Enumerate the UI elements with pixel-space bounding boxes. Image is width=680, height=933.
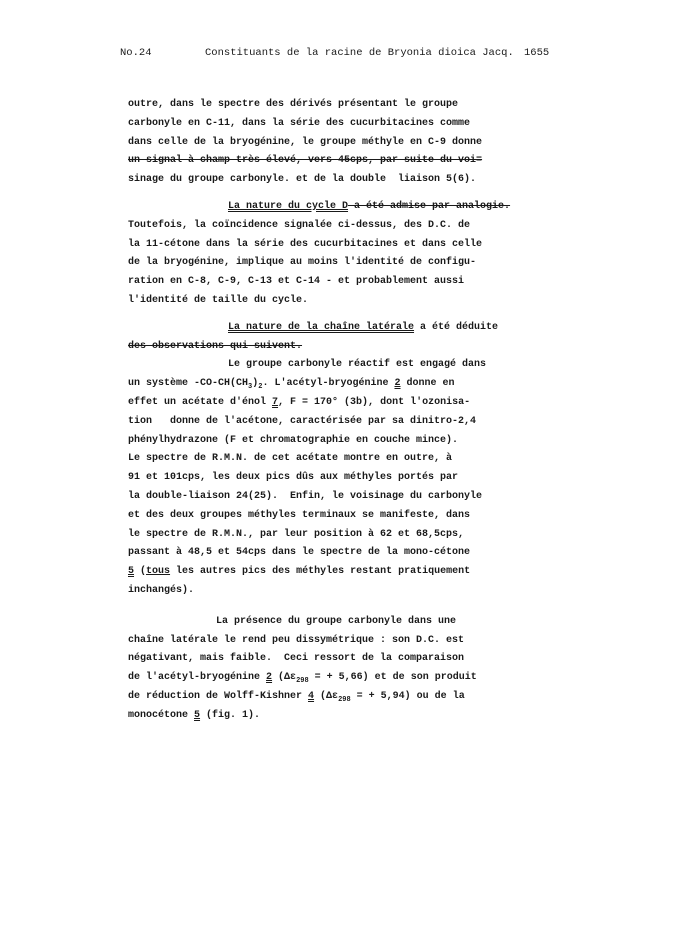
section-heading-cycle-d: La nature du cycle D <box>228 200 349 212</box>
text-line: effet un acétate d'énol 7, F = 170° (3b), dont l'ozonisa- <box>128 396 471 408</box>
text-line: sinage du groupe carbonyle. et de la double liaison 5(6). <box>128 174 477 186</box>
text-line: l'identité de taille du cycle. <box>128 294 309 306</box>
section-heading-line: La nature de la chaîne latérale a été déduite <box>228 321 499 333</box>
text-line: chaîne latérale le rend peu dissymétrique : son D.C. est <box>128 634 465 646</box>
compound-ref: 2 <box>394 378 401 390</box>
text-line: phénylhydrazone (F et chromatographie en couche mince). <box>128 434 459 446</box>
text-line: dans celle de la bryogénine, le groupe méthyle en C-9 donne <box>128 136 483 148</box>
text-line: de l'acétyl-bryogénine 2 ($\Delta\varepsilon_{298}$ = + 5,66) et de son produit <box>128 672 477 686</box>
text-line: tion donne de l'acétone, caractérisée par sa dinitro-2,4 <box>128 415 477 427</box>
text-line: carbonyle en C-11, dans la série des cucurbitacines comme <box>128 117 471 129</box>
text-line: inchangés). <box>128 584 195 596</box>
text-line: monocétone 5 (fig. 1). <box>128 709 261 721</box>
text-line: un signal à champ très élevé, vers 45cps, par suite du voi= <box>128 155 483 167</box>
text-line: de la bryogénine, implique au moins l'identité de configu- <box>128 257 477 269</box>
section-heading-line: La nature du cycle D a été admise par analogie. <box>228 200 511 212</box>
text-line: un système $-CO-CH(CH_3)_2$. L'acétyl-bryogénine 2 donne en <box>128 378 455 392</box>
text-line: négativant, mais faible. Ceci ressort de la comparaison <box>128 653 465 665</box>
text-line: le spectre de R.M.N., par leur position à 62 et 68,5cps, <box>128 528 465 540</box>
compound-ref: 5 <box>194 709 201 721</box>
compound-ref: 2 <box>266 672 273 684</box>
text-line: Le groupe carbonyle réactif est engagé dans <box>228 359 487 371</box>
text-line: Toutefois, la coïncidence signalée ci-dessus, des D.C. de <box>128 219 471 231</box>
body-text <box>128 96 568 726</box>
section-heading-side-chain: La nature de la chaîne latérale <box>228 321 415 333</box>
text-line: 91 et 101cps, les deux pics dûs aux méthyles portés par <box>128 472 459 484</box>
page-number: 1655 <box>524 47 550 59</box>
text-line: ration en C-8, C-9, C-13 et C-14 - et probablement aussi <box>128 276 465 288</box>
journal-issue: No.24 <box>120 47 152 59</box>
text-line: passant à 48,5 et 54cps dans le spectre de la mono-cétone <box>128 547 471 559</box>
text-line: de réduction de Wolff-Kishner 4 ($\Delta\varepsilon_{298}$ = + 5,94) ou de la <box>128 690 465 704</box>
text-line: la 11-cétone dans la série des cucurbitacines et dans celle <box>128 238 483 250</box>
text-line: la double-liaison 24(25). Enfin, le voisinage du carbonyle <box>128 490 483 502</box>
text-line: outre, dans le spectre des dérivés présentant le groupe <box>128 99 459 110</box>
text-line: des observations qui suivent. <box>128 340 303 352</box>
text-line: et des deux groupes méthyles terminaux se manifeste, dans <box>128 509 471 521</box>
compound-ref: 4 <box>308 690 315 702</box>
text-line: 5 (tous les autres pics des méthyles restant pratiquement <box>128 566 471 578</box>
compound-ref: 5 <box>128 566 135 578</box>
compound-ref: 7 <box>272 396 279 408</box>
running-title: Constituants de la racine de Bryonia dioica Jacq. <box>205 47 514 59</box>
text-line: La présence du groupe carbonyle dans une <box>216 615 457 627</box>
text-line: Le spectre de R.M.N. de cet acétate montre en outre, à <box>128 453 453 465</box>
